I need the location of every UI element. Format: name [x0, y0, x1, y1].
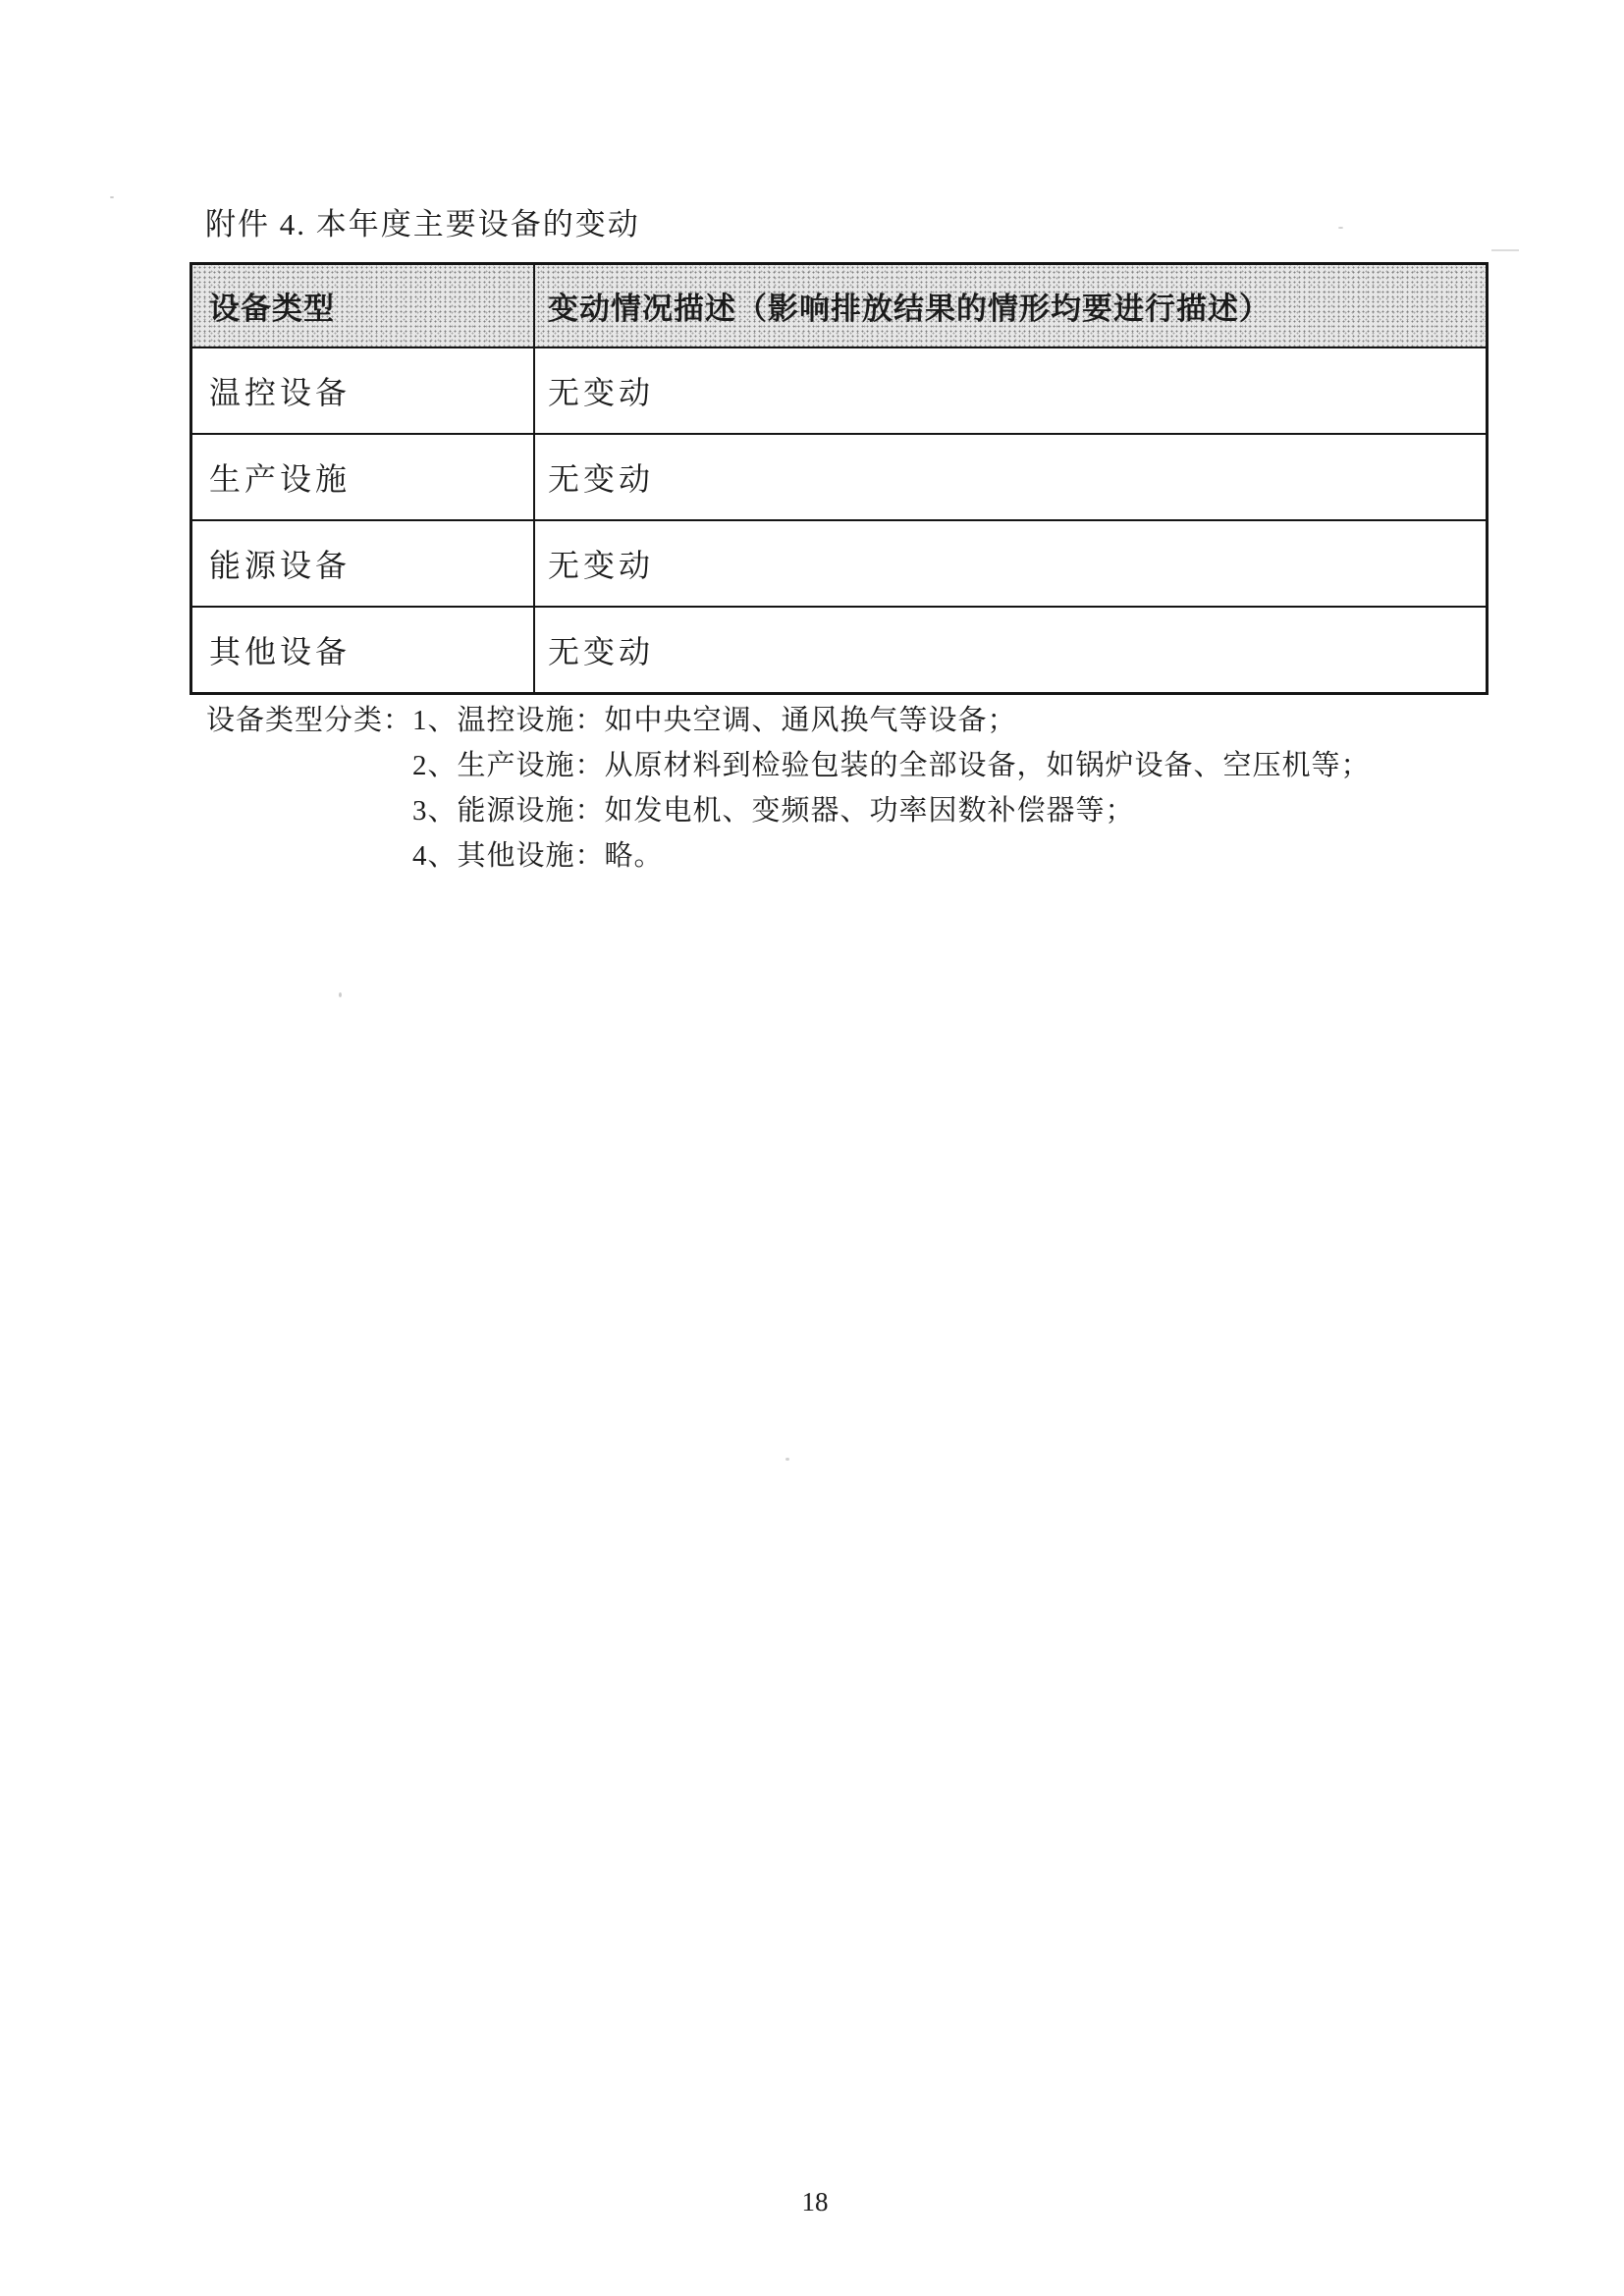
footnote-item: 1、温控设施：如中央空调、通风换气等设备； [412, 705, 1017, 736]
scan-speckle [339, 992, 342, 997]
cell-equipment-type: 其他设备 [209, 634, 352, 669]
page-number: 18 [801, 2187, 829, 2216]
scan-speckle [110, 196, 114, 198]
equipment-change-table [189, 262, 1489, 695]
footnote-item: 3、能源设施：如发电机、变频器、功率因数补偿器等； [412, 795, 1135, 827]
cell-change-description: 无变动 [533, 348, 1486, 433]
table-row [192, 347, 1486, 433]
cell-equipment-type: 生产设施 [209, 461, 352, 497]
scan-speckle [785, 1458, 789, 1461]
cell-change-description: 无变动 [533, 608, 1486, 692]
cell-equipment-type: 温控设备 [209, 375, 352, 410]
table-row [192, 606, 1486, 692]
footnote-items [412, 698, 1371, 879]
table-header-change-description: 变动情况描述（影响排放结果的情形均要进行描述） [533, 265, 1486, 347]
table-row [192, 519, 1486, 606]
scan-speckle [1338, 227, 1343, 229]
table-header-equipment-type: 设备类型 [209, 292, 335, 326]
cell-change-description: 无变动 [533, 435, 1486, 519]
cell-change-description: 无变动 [533, 521, 1486, 606]
scan-speckle [1491, 249, 1519, 251]
cell-equipment-type: 能源设备 [209, 548, 352, 583]
footnote-item: 2、生产设施：从原材料到检验包装的全部设备，如锅炉设备、空压机等； [412, 750, 1371, 781]
table-row [192, 433, 1486, 519]
footnote-item: 4、其他设施：略。 [412, 840, 664, 872]
table-header-row [192, 265, 1486, 347]
footnote-label: 设备类型分类： [206, 705, 413, 736]
page-title: 附件 4. 本年度主要设备的变动 [205, 207, 640, 241]
footnotes [206, 698, 1371, 879]
